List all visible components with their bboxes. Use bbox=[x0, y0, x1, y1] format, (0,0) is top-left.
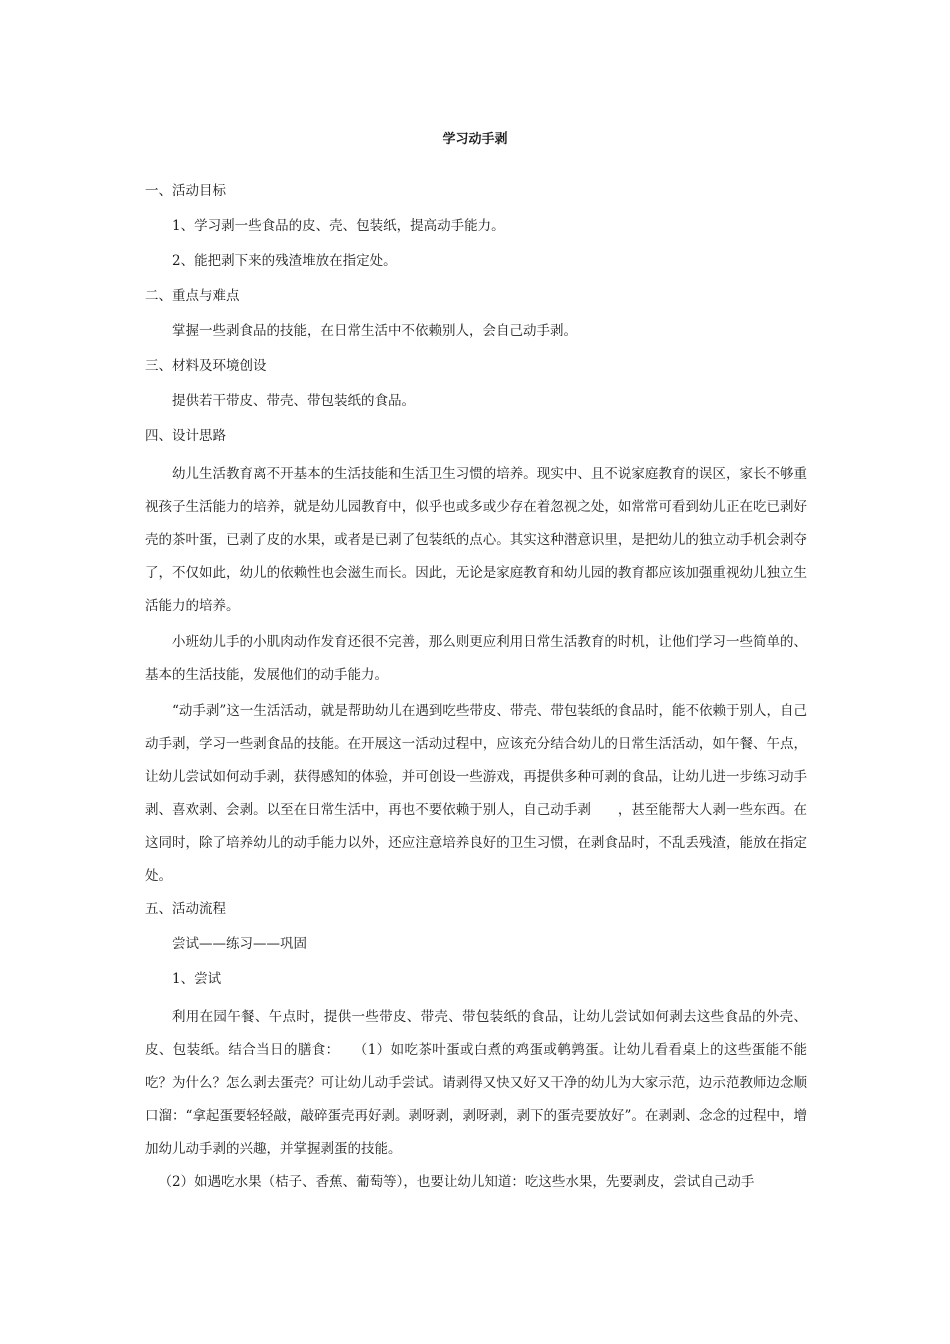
section-heading-design: 四、设计思路 bbox=[145, 428, 226, 444]
section-heading-process: 五、活动流程 bbox=[145, 901, 226, 917]
process-flow: 尝试——练习——巩固 bbox=[172, 936, 307, 952]
design-paragraph-1: 幼儿生活教育离不开基本的生活技能和生活卫生习惯的培养。现实中、且不说家庭教育的误区，家长不够重视孩子生活能力的培养，就是幼儿园教育中，似乎也或多或少存在着忽视之处，如常常可看到幼儿正在吃已剥好壳的茶叶蛋，已剥了皮的水果，或者是已剥了包装纸的点心。其实这种潜意识里，是把幼儿的独立动手机会剥夺了，不仅如此，幼儿的依赖性也会滋生而长。因此，无论是家庭教育和幼儿园的教育都应该加强重视幼儿独立生活能力的培养。 bbox=[145, 466, 807, 614]
materials-text: 提供若干带皮、带壳、带包装纸的食品。 bbox=[172, 393, 415, 409]
goal-item-2: 2、能把剥下来的残渣堆放在指定处。 bbox=[172, 253, 397, 269]
process-step-1-fruit: （2）如遇吃水果（桔子、香蕉、葡萄等），也要让幼儿知道：吃这些水果，先要剥皮，尝试自己动手 bbox=[158, 1174, 755, 1190]
key-points-text: 掌握一些剥食品的技能，在日常生活中不依赖别人，会自己动手剥。 bbox=[172, 323, 577, 339]
design-paragraph-2: 小班幼儿手的小肌肉动作发育还很不完善，那么则更应利用日常生活教育的时机，让他们学习一些简单的、基本的生活技能，发展他们的动手能力。 bbox=[145, 634, 807, 683]
section-heading-goals: 一、活动目标 bbox=[145, 183, 226, 199]
design-paragraph-3: “动手剥”这一生活活动，就是帮助幼儿在遇到吃些带皮、带壳、带包装纸的食品时，能不依赖于别人，自己动手剥，学习一些剥食品的技能。在开展这一活动过程中，应该充分结合幼儿的日常生活活动，如午餐、午点，让幼儿尝试如何动手剥，获得感知的体验，并可创设一些游戏，再提供多种可剥的食品，让幼儿进一步练习动手剥、喜欢剥、会剥。以至在日常生活中，再也不要依赖于别人，自己动手剥 ，甚至能帮大人剥一些东西。在这同时，除了培养幼儿的动手能力以外，还应注意培养良好的卫生习惯，在剥食品时，不乱丢残渣，能放在指定处。 bbox=[145, 703, 807, 884]
document-body bbox=[145, 178, 807, 1204]
process-step-1-text: 利用在园午餐、午点时，提供一些带皮、带壳、带包装纸的食品，让幼儿尝试如何剥去这些食品的外壳、皮、包装纸。结合当日的膳食： （1）如吃茶叶蛋或白煮的鸡蛋或鹌鹑蛋。让幼儿看看桌上的这些蛋能不能吃？为什么？怎么剥去蛋壳？可让幼儿动手尝试。请剥得又快又好又干净的幼儿为大家示范，边示范教师边念顺口溜：“拿起蛋要轻轻敲，敲碎蛋壳再好剥。剥呀剥，剥呀剥，剥下的蛋壳要放好”。在剥剥、念念的过程中，增加幼儿动手剥的兴趣，并掌握剥蛋的技能。 bbox=[145, 1009, 807, 1157]
document-title: 学习动手剥 bbox=[442, 132, 508, 147]
goal-item-1: 1、学习剥一些食品的皮、壳、包装纸，提高动手能力。 bbox=[172, 218, 505, 234]
section-heading-key-points: 二、重点与难点 bbox=[145, 288, 240, 304]
process-step-1-heading: 1、尝试 bbox=[172, 971, 222, 987]
section-heading-materials: 三、材料及环境创设 bbox=[145, 358, 267, 374]
